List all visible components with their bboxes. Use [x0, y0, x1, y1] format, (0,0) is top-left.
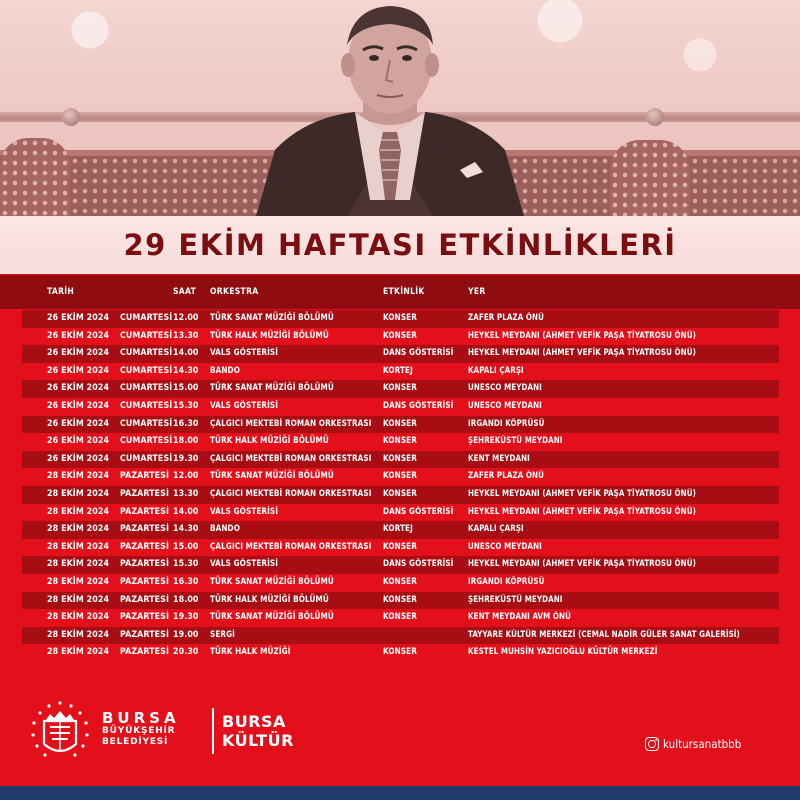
- cell-venue: HEYKEL MEYDANI (AHMET VEFİK PAŞA TİYATROSU ÖNÜ): [468, 348, 696, 359]
- cell-time: 19.30: [173, 612, 199, 623]
- cell-day: PAZARTESİ: [120, 541, 170, 552]
- brand-line-2: BÜYÜKŞEHİR: [102, 726, 176, 736]
- cell-venue: ZAFER PLAZA ÖNÜ: [468, 313, 544, 323]
- cell-time: 15.00: [173, 541, 199, 552]
- table-row: [22, 433, 779, 451]
- cell-orchestra: BANDO: [210, 365, 240, 376]
- cell-orchestra: ÇALGICI MEKTEBİ ROMAN ORKESTRASI: [210, 541, 372, 552]
- cell-time: 16.30: [173, 418, 199, 429]
- cell-event: KONSER: [383, 453, 417, 464]
- table-row: [22, 416, 779, 434]
- brand-line-3: BELEDİYESİ: [102, 737, 169, 747]
- cell-time: 13.30: [173, 488, 199, 499]
- cell-time: 15.30: [173, 400, 199, 411]
- cell-day: CUMARTESİ: [120, 383, 173, 394]
- cell-venue: KAPALI ÇARŞI: [468, 365, 524, 376]
- table-row: [22, 468, 779, 486]
- table-header: [0, 275, 800, 309]
- cell-event: KONSER: [383, 418, 417, 429]
- table-row: [22, 627, 779, 645]
- cell-venue: HEYKEL MEYDANI (AHMET VEFİK PAŞA TİYATROSU ÖNÜ): [468, 506, 696, 517]
- cell-orchestra: VALS GÖSTERİSİ: [210, 506, 279, 517]
- cell-day: CUMARTESİ: [120, 330, 173, 341]
- cell-event: DANS GÖSTERİSİ: [383, 400, 454, 411]
- cell-venue: KENT MEYDANI AVM ÖNÜ: [468, 612, 571, 623]
- table-row: [22, 328, 779, 346]
- table-row: [22, 380, 779, 398]
- logo-divider: [212, 708, 214, 754]
- header-etkinlik: ETKİNLİK: [383, 287, 425, 297]
- cell-date: 28 EKİM 2024: [47, 471, 110, 482]
- cell-day: CUMARTESİ: [120, 453, 173, 464]
- cell-venue: UNESCO MEYDANI: [468, 541, 542, 552]
- cell-time: 20.30: [173, 647, 199, 658]
- event-table: [0, 310, 800, 662]
- cell-date: 28 EKİM 2024: [47, 559, 110, 570]
- cell-time: 15.30: [173, 559, 199, 570]
- cell-day: PAZARTESİ: [120, 471, 170, 482]
- cell-event: KONSER: [383, 576, 417, 587]
- table-row: [22, 363, 779, 381]
- cell-event: KONSER: [383, 471, 417, 482]
- table-row: [22, 521, 779, 539]
- cell-time: 19.30: [173, 453, 199, 464]
- cell-time: 14.00: [173, 348, 199, 359]
- cell-event: KONSER: [383, 647, 417, 658]
- cell-orchestra: TÜRK SANAT MÜZİĞİ BÖLÜMÜ: [210, 612, 334, 623]
- cell-venue: HEYKEL MEYDANI (AHMET VEFİK PAŞA TİYATROSU ÖNÜ): [468, 559, 696, 570]
- cell-venue: ŞEHREKÜSTÜ MEYDANI: [468, 594, 563, 605]
- cell-date: 28 EKİM 2024: [47, 488, 110, 499]
- cell-orchestra: TÜRK SANAT MÜZİĞİ BÖLÜMÜ: [210, 313, 334, 323]
- rail-knob: [646, 108, 664, 126]
- cell-event: KONSER: [383, 313, 417, 323]
- cell-venue: KAPALI ÇARŞI: [468, 524, 524, 535]
- title-band: [0, 216, 800, 274]
- table-row: [22, 486, 779, 504]
- cell-venue: HEYKEL MEYDANI (AHMET VEFİK PAŞA TİYATROSU ÖNÜ): [468, 488, 696, 499]
- cell-orchestra: ÇALGICI MEKTEBİ ROMAN ORKESTRASI: [210, 453, 372, 464]
- cell-day: PAZARTESİ: [120, 629, 170, 640]
- table-row: [22, 310, 779, 328]
- cell-venue: KESTEL MUHSİN YAZICIOĞLU KÜLTÜR MERKEZİ: [468, 647, 658, 658]
- table-row: [22, 345, 779, 363]
- cell-time: 14.00: [173, 506, 199, 517]
- cell-day: PAZARTESİ: [120, 524, 170, 535]
- portrait-figure: [235, 0, 545, 220]
- cell-event: KONSER: [383, 488, 417, 499]
- table-row: [22, 574, 779, 592]
- cell-time: 12.00: [173, 313, 199, 323]
- cell-date: 26 EKİM 2024: [47, 348, 110, 359]
- cell-date: 28 EKİM 2024: [47, 541, 110, 552]
- cell-date: 28 EKİM 2024: [47, 506, 110, 517]
- cell-venue: IRGANDI KÖPRÜSÜ: [468, 418, 545, 429]
- table-row: [22, 592, 779, 610]
- brand-text: [102, 710, 180, 748]
- cell-orchestra: VALS GÖSTERİSİ: [210, 400, 279, 411]
- cell-orchestra: ÇALGICI MEKTEBİ ROMAN ORKESTRASI: [210, 488, 372, 499]
- cell-event: KONSER: [383, 594, 417, 605]
- table-row: [22, 504, 779, 522]
- cell-orchestra: TÜRK SANAT MÜZİĞİ BÖLÜMÜ: [210, 383, 334, 394]
- instagram-handle: kultursanatbbb: [663, 737, 742, 751]
- cell-venue: ZAFER PLAZA ÖNÜ: [468, 471, 544, 482]
- cell-orchestra: TÜRK SANAT MÜZİĞİ BÖLÜMÜ: [210, 471, 334, 482]
- kultur-line-2: KÜLTÜR: [222, 731, 294, 750]
- cell-time: 13.30: [173, 330, 199, 341]
- header-yer: YER: [468, 287, 486, 297]
- cell-day: CUMARTESİ: [120, 436, 173, 447]
- kultur-logo: [222, 712, 294, 750]
- cell-event: KONSER: [383, 436, 417, 447]
- cell-time: 19.00: [173, 629, 199, 640]
- cell-time: 12.00: [173, 471, 199, 482]
- cell-event: KONSER: [383, 383, 417, 394]
- cell-orchestra: TÜRK HALK MÜZİĞİ BÖLÜMÜ: [210, 330, 329, 341]
- cell-day: PAZARTESİ: [120, 612, 170, 623]
- cell-orchestra: ÇALGICI MEKTEBİ ROMAN ORKESTRASI: [210, 418, 372, 429]
- footer-logos: [30, 700, 294, 762]
- cell-day: PAZARTESİ: [120, 594, 170, 605]
- cell-date: 28 EKİM 2024: [47, 612, 110, 623]
- cell-time: 16.30: [173, 576, 199, 587]
- cell-event: DANS GÖSTERİSİ: [383, 506, 454, 517]
- cell-orchestra: TÜRK SANAT MÜZİĞİ BÖLÜMÜ: [210, 576, 334, 587]
- page-title: 29 EKİM HAFTASI ETKİNLİKLERİ: [123, 228, 677, 262]
- cell-venue: KENT MEYDANI: [468, 453, 530, 464]
- cell-date: 26 EKİM 2024: [47, 383, 110, 394]
- cell-date: 26 EKİM 2024: [47, 418, 110, 429]
- cell-orchestra: VALS GÖSTERİSİ: [210, 559, 279, 570]
- cell-day: PAZARTESİ: [120, 647, 170, 658]
- cell-date: 26 EKİM 2024: [47, 330, 110, 341]
- cell-day: PAZARTESİ: [120, 576, 170, 587]
- cell-venue: HEYKEL MEYDANI (AHMET VEFİK PAŞA TİYATROSU ÖNÜ): [468, 330, 696, 341]
- cell-orchestra: TÜRK HALK MÜZİĞİ BÖLÜMÜ: [210, 594, 329, 605]
- table-row: [22, 451, 779, 469]
- cell-orchestra: SERGİ: [210, 629, 235, 640]
- cell-venue: IRGANDI KÖPRÜSÜ: [468, 576, 545, 587]
- cell-event: KONSER: [383, 330, 417, 341]
- cell-day: CUMARTESİ: [120, 313, 173, 323]
- cell-orchestra: BANDO: [210, 524, 240, 535]
- brand-line-1: BURSA: [102, 709, 180, 727]
- header-saat: SAAT: [173, 287, 197, 297]
- cell-event: DANS GÖSTERİSİ: [383, 559, 454, 570]
- table-row: [22, 644, 779, 662]
- cell-venue: UNESCO MEYDANI: [468, 383, 542, 394]
- cell-date: 28 EKİM 2024: [47, 629, 110, 640]
- hero-portrait-photo: [0, 0, 800, 220]
- cell-event: KORTEJ: [383, 524, 413, 535]
- cell-date: 28 EKİM 2024: [47, 594, 110, 605]
- sofa-arm-right: [610, 140, 690, 220]
- cell-date: 26 EKİM 2024: [47, 400, 110, 411]
- cell-venue: TAYYARE KÜLTÜR MERKEZİ (CEMAL NADİR GÜLER SANAT GALERİSİ): [468, 629, 740, 640]
- cell-time: 18.00: [173, 436, 199, 447]
- table-row: [22, 556, 779, 574]
- cell-event: KONSER: [383, 541, 417, 552]
- cell-day: PAZARTESİ: [120, 559, 170, 570]
- bottom-bar: [0, 786, 800, 800]
- bursa-emblem-icon: [30, 700, 90, 762]
- cell-time: 15.00: [173, 383, 199, 394]
- cell-day: PAZARTESİ: [120, 506, 170, 517]
- cell-day: CUMARTESİ: [120, 365, 173, 376]
- cell-orchestra: VALS GÖSTERİSİ: [210, 348, 279, 359]
- cell-event: KONSER: [383, 612, 417, 623]
- kultur-line-1: BURSA: [222, 712, 286, 731]
- table-row: [22, 609, 779, 627]
- header-tarih: TARİH: [47, 287, 75, 297]
- cell-date: 28 EKİM 2024: [47, 647, 110, 658]
- cell-time: 18.00: [173, 594, 199, 605]
- cell-venue: ŞEHREKÜSTÜ MEYDANI: [468, 436, 563, 447]
- header-orkestra: ORKESTRA: [210, 287, 259, 297]
- cell-day: CUMARTESİ: [120, 418, 173, 429]
- cell-day: CUMARTESİ: [120, 348, 173, 359]
- cell-venue: UNESCO MEYDANI: [468, 400, 542, 411]
- cell-event: DANS GÖSTERİSİ: [383, 348, 454, 359]
- cell-day: CUMARTESİ: [120, 400, 173, 411]
- cell-time: 14.30: [173, 524, 199, 535]
- cell-date: 26 EKİM 2024: [47, 313, 110, 323]
- cell-date: 26 EKİM 2024: [47, 436, 110, 447]
- instagram-link[interactable]: [645, 735, 741, 753]
- cell-date: 28 EKİM 2024: [47, 524, 110, 535]
- cell-day: PAZARTESİ: [120, 488, 170, 499]
- table-row: [22, 398, 779, 416]
- cell-date: 26 EKİM 2024: [47, 365, 110, 376]
- rail-knob: [62, 108, 80, 126]
- cell-event: KORTEJ: [383, 365, 413, 376]
- sofa-arm-left: [0, 138, 70, 220]
- cell-orchestra: TÜRK HALK MÜZİĞİ: [210, 647, 291, 658]
- table-row: [22, 539, 779, 557]
- cell-time: 14.30: [173, 365, 199, 376]
- instagram-icon: [645, 737, 659, 751]
- cell-orchestra: TÜRK HALK MÜZİĞİ BÖLÜMÜ: [210, 436, 329, 447]
- cell-date: 26 EKİM 2024: [47, 453, 110, 464]
- cell-date: 28 EKİM 2024: [47, 576, 110, 587]
